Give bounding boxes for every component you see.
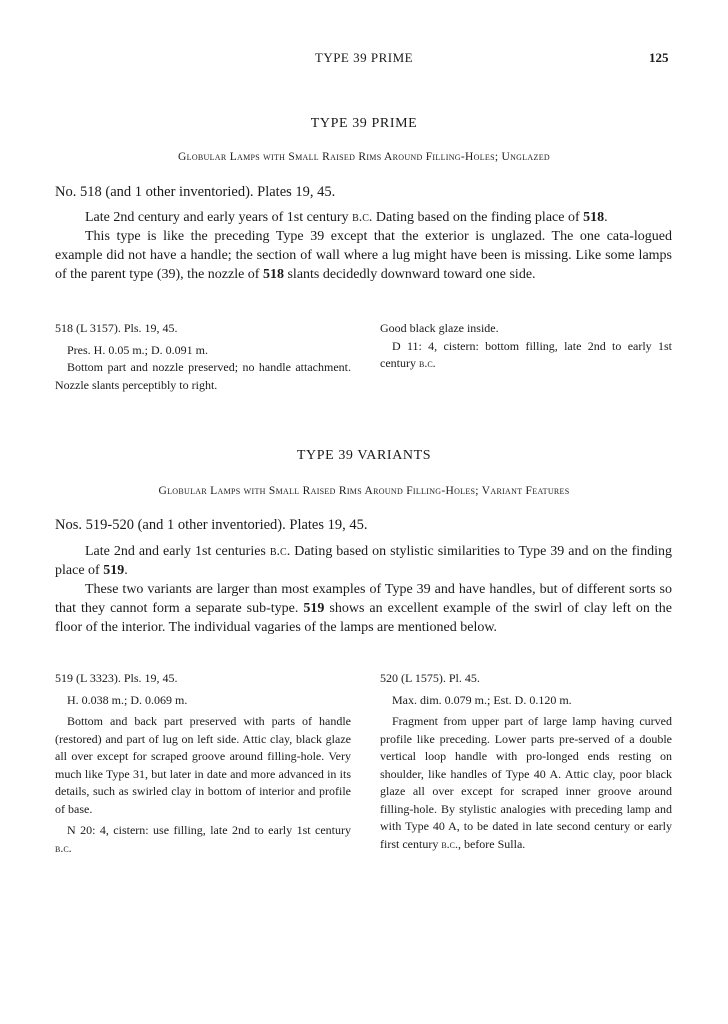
catalog-heading: 518 (L 3157). Pls. 19, 45.: [55, 321, 178, 335]
catalog-heading: 519 (L 3323). Pls. 19, 45.: [55, 671, 178, 685]
catalog-description: Bottom part and nozzle preserved; no handle attachment. Nozzle slants perceptibly to right.: [55, 360, 351, 392]
catalog-description: Bottom and back part preserved with parts of handle (restored) and part of lug on left side. Attic clay, black glaze all over except for scraped groove around filling-hole. Very much like Type 31, but later in date and more advanced in its details, such as swirled clay in bottom of interior and profile of base.: [55, 714, 351, 816]
catalog-entry-518: [55, 320, 351, 394]
catalog-dimensions: Max. dim. 0.079 m.; Est. D. 0.120 m.: [392, 692, 572, 707]
catalog-heading: 520 (L 1575). Pl. 45.: [380, 671, 480, 685]
paragraph: This type is like the preceding Type 39 except that the exterior is unglazed. The one cata-logued example did not have a handle; the section of wall where a lug might have been is missing. Like some lamps of the parent type (39), the nozzle of 518 slants decidedly downward toward one side.: [55, 229, 672, 282]
catalog-entry-518-cont: [380, 320, 672, 373]
section-title-type-39-variants: TYPE 39 VARIANTS: [296, 448, 432, 463]
page-number: 125: [649, 50, 669, 65]
entry-details: (and 1 other inventoried). Plates 19, 45.: [137, 517, 368, 533]
catalog-dimensions: H. 0.038 m.; D. 0.069 m.: [67, 692, 188, 707]
catalog-context: N 20: 4, cistern: use filling, late 2nd to early 1st century b.c.: [55, 823, 351, 855]
body-text-type-39-prime: [55, 208, 672, 284]
catalog-dimensions: Pres. H. 0.05 m.; D. 0.091 m.: [67, 342, 208, 357]
section-subtitle-type-39-variants: Globular Lamps with Small Raised Rims Around Filling-Holes; Variant Features: [158, 485, 570, 497]
catalog-glaze: Good black glaze inside.: [380, 321, 499, 335]
paragraph: Late 2nd and early 1st centuries b.c. Dating based on stylistic similarities to Type 39 and on the finding place of 519.: [55, 544, 673, 578]
entry-heading-519-520: [55, 517, 368, 534]
section-title-type-39-prime: TYPE 39 PRIME: [310, 116, 418, 131]
entry-details: (and 1 other inventoried). Plates 19, 45.: [105, 184, 336, 200]
entry-heading-518: [55, 184, 335, 201]
paragraph: Late 2nd century and early years of 1st century b.c. Dating based on the finding place of 518.: [85, 210, 608, 225]
entry-number: Nos. 519-520: [55, 517, 134, 533]
section-subtitle-type-39-prime: Globular Lamps with Small Raised Rims Around Filling-Holes; Unglazed: [178, 151, 550, 163]
body-text-type-39-variants: [55, 542, 672, 637]
entry-number: No. 518: [55, 184, 102, 200]
running-title: TYPE 39 PRIME: [314, 50, 414, 65]
catalog-entry-520: [380, 670, 672, 853]
catalog-context: D 11: 4, cistern: bottom filling, late 2nd to early 1st century b.c.: [380, 338, 672, 370]
catalog-description: Fragment from upper part of large lamp having curved profile like preceding. Lower parts pre-served of a double vertical loop handle with pro-longed ends resting on shoulder, like handles of Type 40 A. Attic clay, poor black glaze all over except for scraped inner groove around filling-hole. By stylistic analogies with preceding lamp and with Type 40 A, to be dated in late second century or early first century b.c., before Sulla.: [380, 714, 672, 851]
paragraph: These two variants are larger than most examples of Type 39 and have handles, but of different sorts so that they cannot form a separate sub-type. 519 shows an excellent example of the swirl of clay left on the floor of the interior. The individual vagaries of the lamps are mentioned below.: [55, 582, 673, 635]
catalog-entry-519: [55, 670, 351, 857]
